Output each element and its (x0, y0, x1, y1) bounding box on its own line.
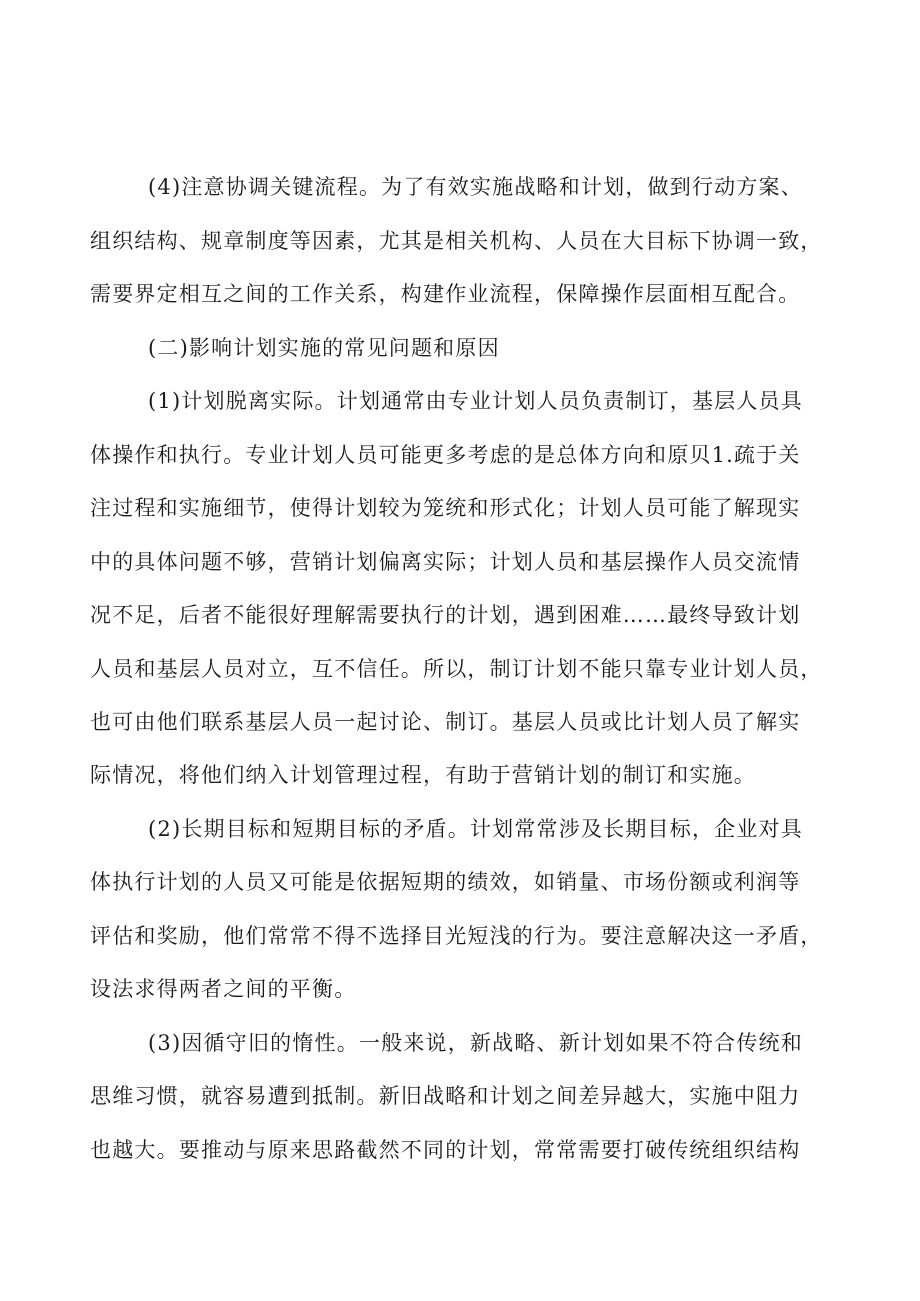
text-line: 体执行计划的人员又可能是依据短期的绩效，如销量、市场份额或利润等 (90, 870, 801, 894)
section-heading: (二)影响计划实施的常见问题和原因 (148, 336, 500, 360)
text-line: 中的具体问题不够，营销计划偏离实际；计划人员和基层操作人员交流情 (90, 550, 801, 574)
text-line: (1)计划脱离实际。计划通常由专业计划人员负责制订，基层人员具 (148, 389, 803, 413)
text-line: 设法求得两者之间的平衡。 (90, 977, 357, 1001)
text-line: (3)因循守旧的惰性。一般来说，新战略、新计划如果不符合传统和 (148, 1031, 803, 1055)
text-line: 际情况，将他们纳入计划管理过程，有助于营销计划的制订和实施。 (90, 763, 756, 787)
text-line: 注过程和实施细节，使得计划较为笼统和形式化；计划人员可能了解现实 (90, 496, 801, 520)
text-line: 组织结构、规章制度等因素，尤其是相关机构、人员在大目标下协调一致， (90, 229, 823, 253)
text-line: (2)长期目标和短期目标的矛盾。计划常常涉及长期目标，企业对具 (148, 817, 803, 841)
text-line: 体操作和执行。专业计划人员可能更多考虑的是总体方向和原贝1.疏于关 (90, 443, 801, 467)
text-line: 需要界定相互之间的工作关系，构建作业流程，保障操作层面相互配合。 (90, 282, 801, 306)
text-line: 也越大。要推动与原来思路截然不同的计划，常常需要打破传统组织结构 (90, 1138, 801, 1162)
text-line: 思维习惯，就容易遭到抵制。新旧战略和计划之间差异越大，实施中阻力 (90, 1084, 801, 1108)
text-line: 评估和奖励，他们常常不得不选择目光短浅的行为。要注意解决这一矛盾， (90, 924, 823, 948)
text-line: 人员和基层人员对立，互不信任。所以，制订计划不能只靠专业计划人员， (90, 657, 823, 681)
text-line: 也可由他们联系基层人员一起讨论、制订。基层人员或比计划人员了解实 (90, 710, 801, 734)
text-line: 况不足，后者不能很好理解需要执行的计划，遇到困难……最终导致计划 (90, 603, 801, 627)
text-line: (4)注意协调关键流程。为了有效实施战略和计划，做到行动方案、 (148, 175, 803, 199)
